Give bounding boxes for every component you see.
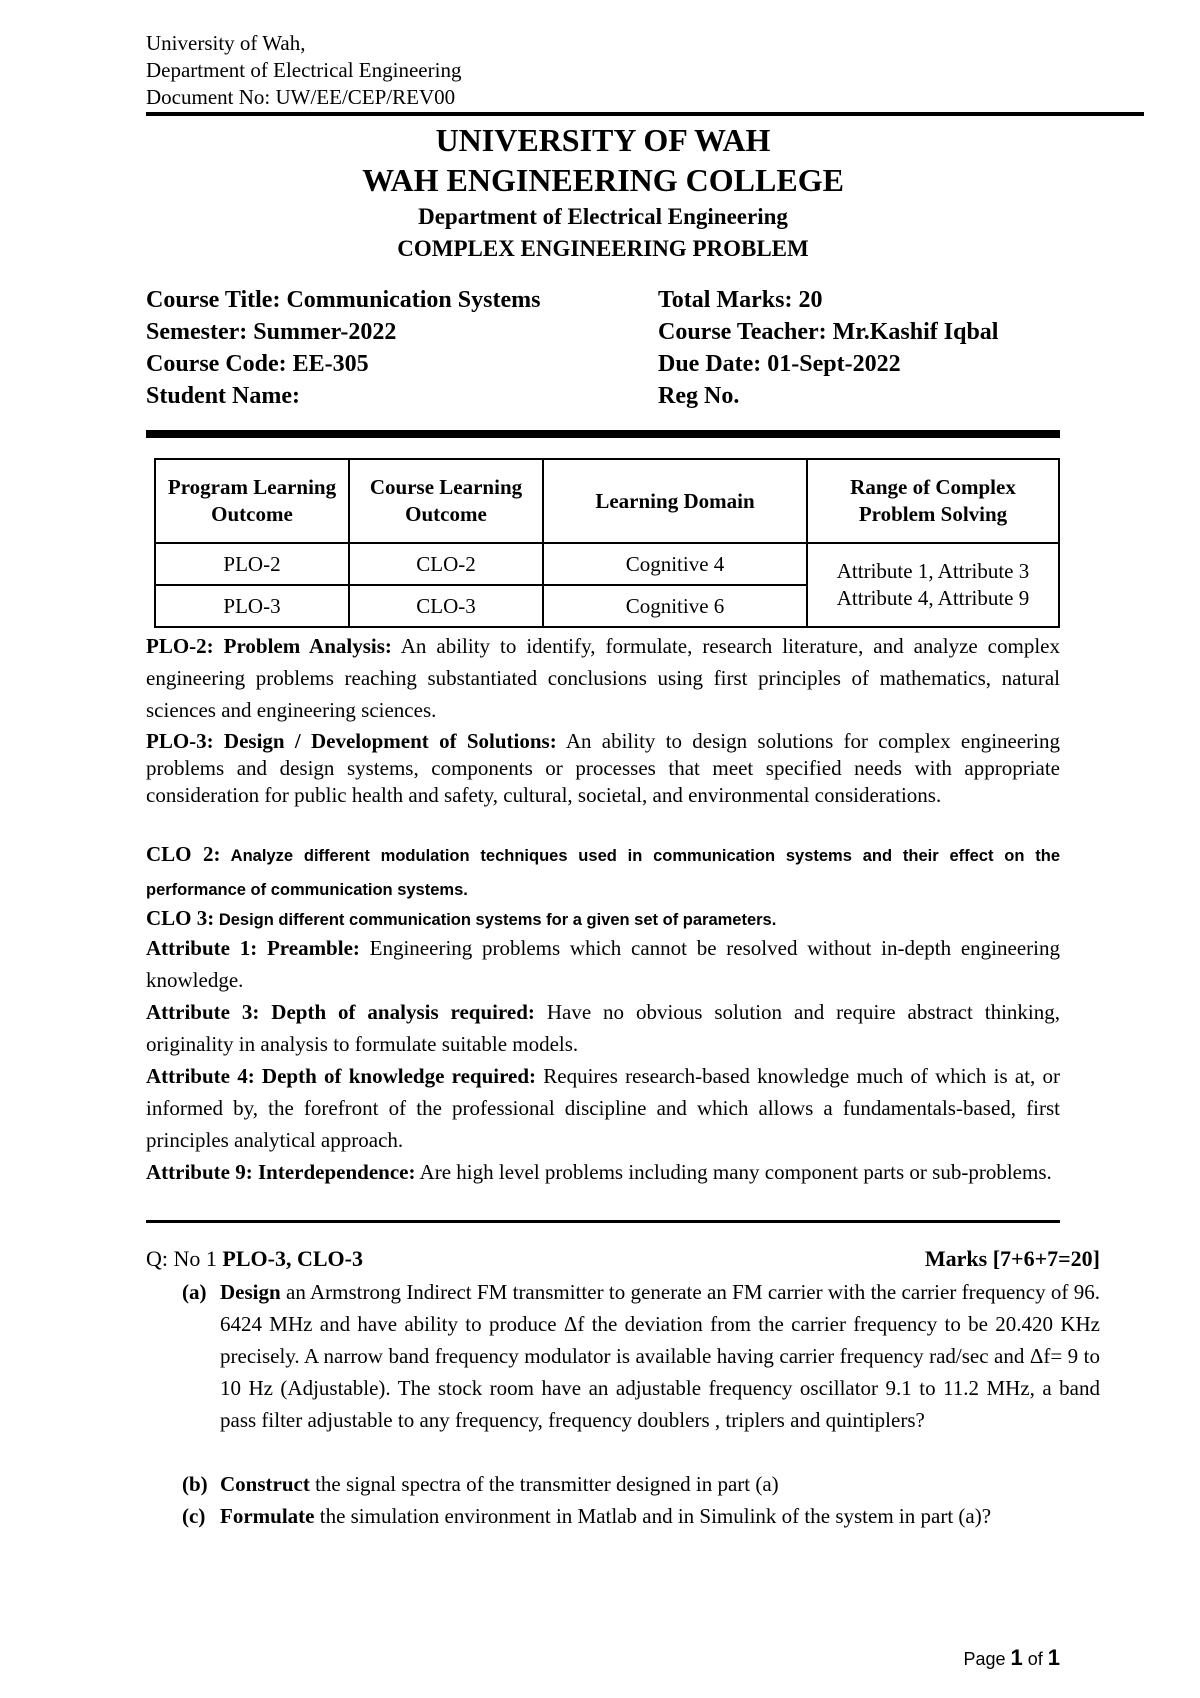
attribute4-text: Requires research-based knowledge much of which is at, or informed by, the forefront of the professional discipline and which allows a fundamentals-based, first principles analytical approach. <box>146 1064 1061 1152</box>
attribute3-label: Attribute 3: Depth of analysis required: <box>146 1000 535 1024</box>
total-marks: Total Marks: 20 <box>658 287 823 313</box>
question-part-c <box>182 1500 1100 1532</box>
header-learning-domain: Learning Domain <box>543 459 807 543</box>
header-clo: Course Learning Outcome <box>349 459 543 543</box>
attribute3-definition <box>146 996 1060 1060</box>
course-teacher: Course Teacher: Mr.Kashif Iqbal <box>658 319 999 345</box>
student-name-label: Student Name: <box>146 383 300 409</box>
info-rule <box>146 430 1060 438</box>
header-document-no: Document No: UW/EE/CEP/REV00 <box>146 85 456 109</box>
question-marks: Marks [7+6+7=20] <box>924 1246 1100 1271</box>
course-title: Course Title: Communication Systems <box>146 287 541 313</box>
page-current: 1 <box>1010 1645 1023 1670</box>
page-number <box>950 1645 1060 1671</box>
part-c-verb: Formulate <box>220 1504 315 1528</box>
header-plo: Program Learning Outcome <box>155 459 349 543</box>
header-rule <box>146 112 1144 116</box>
semester: Semester: Summer-2022 <box>146 319 397 345</box>
question-number: Q: No 1 <box>146 1246 223 1271</box>
header-range: Range of Complex Problem Solving <box>807 459 1059 543</box>
attribute1-label: Attribute 1: Preamble: <box>146 936 360 960</box>
outcomes-table <box>154 458 1060 628</box>
part-b-label: (b) <box>182 1472 208 1496</box>
definitions-rule <box>146 1220 1060 1223</box>
cell-clo: CLO-2 <box>349 543 543 585</box>
page-total: 1 <box>1047 1645 1060 1670</box>
attribute9-label: Attribute 9: Interdependence: <box>146 1160 416 1184</box>
of-word: of <box>1022 1649 1048 1669</box>
reg-no-label: Reg No. <box>658 383 740 409</box>
cell-range <box>807 543 1059 627</box>
course-code: Course Code: EE-305 <box>146 351 369 377</box>
part-b-body <box>220 1468 1100 1500</box>
table-header-row <box>155 459 1059 543</box>
range-line-2: Attribute 4, Attribute 9 <box>836 586 1030 610</box>
range-line-1: Attribute 1, Attribute 3 <box>836 559 1030 583</box>
cell-domain: Cognitive 4 <box>543 543 807 585</box>
clo2-label: CLO 2: <box>146 842 221 866</box>
part-c-text: the simulation environment in Matlab and in Simulink of the system in part (a)? <box>314 1504 992 1528</box>
due-date: Due Date: 01-Sept-2022 <box>658 351 901 377</box>
part-c-label: (c) <box>182 1504 206 1528</box>
header-department: Department of Electrical Engineering <box>146 58 462 82</box>
clo3-text: Design different communication systems for a given set of parameters. <box>214 911 777 929</box>
college-title: WAH ENGINEERING COLLEGE <box>362 162 844 198</box>
question-part-a <box>182 1276 1100 1436</box>
part-a-body <box>220 1276 1100 1436</box>
cell-plo: PLO-2 <box>155 543 349 585</box>
plo3-definition <box>146 728 1060 809</box>
question-tags: PLO-3, CLO-3 <box>222 1246 363 1271</box>
clo3-definition <box>146 902 1060 936</box>
plo2-definition <box>146 630 1060 726</box>
question-header <box>146 1243 1100 1275</box>
plo3-label: PLO-3: Design / Development of Solutions: <box>146 729 557 753</box>
question-part-b <box>182 1468 1100 1500</box>
department-title: Department of Electrical Engineering <box>418 204 788 229</box>
clo2-text: Analyze different modulation techniques used in communication systems and their effect on the performance of communication systems. <box>146 847 1060 899</box>
clo3-label: CLO 3: <box>146 906 215 930</box>
plo3-text: An ability to design solutions for complex engineering problems and design systems, components or processes that meet specified needs with appropriate consideration for public health and safety, cultural, societal, and environmental considerations. <box>146 729 1060 807</box>
cell-clo: CLO-3 <box>349 585 543 627</box>
part-b-text: the signal spectra of the transmitter designed in part (a) <box>309 1472 779 1496</box>
plo2-text: An ability to identify, formulate, research literature, and analyze complex engineering problems reaching substantiated conclusions using first principles of mathematics, natural sciences and engineering sciences. <box>146 634 1060 722</box>
cell-plo: PLO-3 <box>155 585 349 627</box>
header-university: University of Wah, <box>146 31 306 55</box>
part-c-body <box>220 1500 1100 1532</box>
attribute3-text: Have no obvious solution and require abstract thinking, originality in analysis to formulate suitable models. <box>146 1000 1060 1056</box>
university-title: UNIVERSITY OF WAH <box>435 122 771 158</box>
part-b-verb: Construct <box>220 1472 310 1496</box>
part-a-verb: Design <box>220 1280 281 1304</box>
page-word: Page <box>963 1649 1011 1669</box>
table-row <box>155 543 1059 585</box>
clo2-definition <box>146 838 1060 906</box>
part-a-label: (a) <box>182 1280 207 1304</box>
attribute9-definition <box>146 1156 1060 1188</box>
attribute4-definition <box>146 1060 1060 1156</box>
attribute1-text: Engineering problems which cannot be resolved without in-depth engineering knowledge. <box>146 936 1060 992</box>
attribute9-text: Are high level problems including many component parts or sub-problems. <box>415 1160 1052 1184</box>
attribute4-label: Attribute 4: Depth of knowledge required: <box>146 1064 537 1088</box>
cell-domain: Cognitive 6 <box>543 585 807 627</box>
attribute1-definition <box>146 932 1060 996</box>
document-type-title: COMPLEX ENGINEERING PROBLEM <box>397 236 809 261</box>
part-a-text: an Armstrong Indirect FM transmitter to generate an FM carrier with the carrier frequency of 96. 6424 MHz and have ability to produce Δf the deviation from the carrier frequency to be 20.420 KHz precisely. A narrow band frequency modulator is available having carrier frequency rad/sec and Δf= 9 to 10 Hz (Adjustable). The stock room have an adjustable frequency oscillator 9.1 to 11.2 MHz, a band pass filter adjustable to any frequency, frequency doublers , triplers and quintiplers? <box>220 1280 1100 1432</box>
plo2-label: PLO-2: Problem Analysis: <box>146 634 392 658</box>
